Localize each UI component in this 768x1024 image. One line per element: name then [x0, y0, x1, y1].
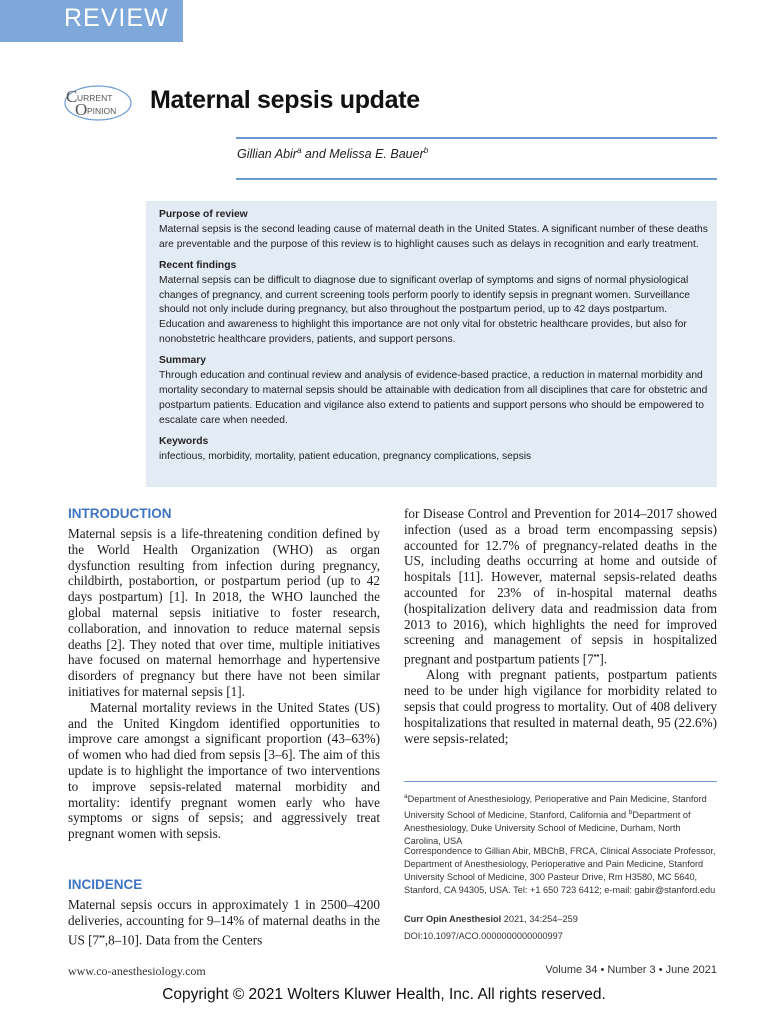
author-2: Melissa E. Bauer	[329, 147, 424, 162]
authors-rule	[236, 178, 717, 180]
logo-line2: PINION	[87, 106, 117, 116]
author-1: Gillian Abir	[237, 147, 297, 162]
logo-line1: URRENT	[77, 93, 113, 103]
correspondence: Correspondence to Gillian Abir, MBChB, FRCA, Clinical Associate Professor, Department of Anesthesiology, Perioperative and Pain Medicine, Stanford University School of Medicine, 300 Pasteur Drive, Rm H3580, MC 5640, Stanford, CA 94305, USA. Tel: +1 650 723 6412; e-mail: gabir@stanford.edu	[404, 846, 716, 895]
title-rule	[236, 137, 717, 139]
copyright-notice: Copyright © 2021 Wolters Kluwer Health, Inc. All rights reserved.	[162, 986, 606, 1003]
right-paragraph-2: Along with pregnant patients, postpartum patients need to be under high vigilance for morbidity related to sepsis that could progress to mortality. Out of 408 delivery hospitalizations that resulted in maternal death, 95 (22.6%) were sepsis-related;	[404, 667, 717, 746]
summary-heading: Summary	[159, 355, 206, 367]
intro-paragraph-1: Maternal sepsis is a life-threatening condition defined by the World Health Organization (WHO) as organ dysfunction resulting from infection during pregnancy, childbirth, postabortion, or postpartum period (up to 42 days postpartum) [1]. In 2018, the WHO launched the global maternal sepsis initiative to foster research, collaboration, and innovation to reduce maternal sepsis deaths [2]. They noted that over time, multiple initiatives have focused on maternal hemorrhage and hypertensive disorders of pregnancy but there have not been similar initiatives for maternal sepsis [1].	[68, 526, 380, 699]
right-column	[404, 506, 717, 746]
left-column-intro	[68, 526, 380, 842]
author-2-affil: b	[423, 146, 429, 155]
abstract-box	[146, 201, 717, 487]
summary-text: Through education and continual review and analysis of evidence-based practice, a reduction in maternal morbidity and mortality secondary to maternal sepsis should be attainable with dedication from all disciplines that care for obstetric and postpartum patients. Education and vigilance also extend to patients and support persons who should be empowered to escalate care when needed.	[159, 370, 708, 426]
right-paragraph-1: for Disease Control and Prevention for 2014–2017 showed infection (used as a broad term encompassing sepsis) accounted for 12.7% of pregnancy-related deaths in the US, including deaths occurring at home and outside of hospitals [11]. However, maternal sepsis-related deaths accounted for 23% of in-hospital maternal deaths (hospitalization delivery data and readmission data from 2013 to 2016), which highlights the need for improved screening and management of sepsis in hospitalized pregnant and postpartum patients [7▪▪].	[404, 506, 717, 667]
journal-url[interactable]: www.co-anesthesiology.com	[68, 964, 206, 978]
current-opinion-logo	[63, 84, 133, 122]
footnote-rule	[404, 781, 717, 782]
affiliations: $^a$Department of Anesthesiology, Perioperative and Pain Medicine, Stanford University School of Medicine, Stanford, California and $^b$Department of Anesthesiology, Duke University School of Medicine, Durham, North Carolina, USA	[404, 793, 707, 847]
section-tab-label: REVIEW	[64, 4, 169, 32]
findings-heading: Recent findings	[159, 259, 237, 271]
author-list	[237, 146, 428, 161]
logo-letter-o: O	[75, 100, 88, 119]
logo-letter-c: C	[66, 87, 78, 106]
incidence-paragraph-1: Maternal sepsis occurs in approximately 1 in 2500–4200 deliveries, accounting for 9–14% of maternal deaths in the US [7▪▪,8–10]. Data from the Centers	[68, 897, 380, 947]
issue-info: Volume 34 • Number 3 • June 2021	[545, 964, 717, 976]
keywords-heading: Keywords	[159, 435, 209, 447]
author-sep: and	[301, 147, 330, 162]
keywords-text: infectious, morbidity, mortality, patient education, pregnancy complications, sepsis	[159, 450, 532, 462]
journal-citation: Curr Opin Anesthesiol 2021, 34:254–259	[404, 914, 578, 924]
article-title: Maternal sepsis update	[150, 86, 420, 114]
left-column-incidence	[68, 897, 380, 948]
introduction-heading: INTRODUCTION	[68, 506, 172, 521]
section-tab	[0, 0, 183, 42]
author-1-affil: a	[296, 146, 302, 155]
journal-name: Curr Opin Anesthesiol	[404, 914, 502, 924]
incidence-heading: INCIDENCE	[68, 877, 143, 892]
doi: DOI:10.1097/ACO.0000000000000997	[404, 931, 563, 941]
intro-paragraph-2: Maternal mortality reviews in the United States (US) and the United Kingdom identified opportunities to improve care amongst a significant proportion (43–63%) of women who had died from sepsis [3–6]. The aim of this update is to highlight the importance of two interventions to improve sepsis-related maternal morbidity and mortality: identify pregnant women early who have symptoms or signs of sepsis; and aggressively treat pregnant women with sepsis.	[68, 699, 380, 842]
purpose-heading: Purpose of review	[159, 209, 248, 220]
findings-text: Maternal sepsis can be difficult to diagnose due to significant overlap of symptoms and signs of normal physiological changes of pregnancy, and current screening tools perform poorly to identify sepsis in pregnant women. Surveillance should not only include during pregnancy, but also throughout the postpartum period, up to 42 days postpartum. Education and awareness to highlight this importance are not only vital for obstetric healthcare provides, but also for nonobstetric healthcare providers, patients, and support persons.	[159, 274, 690, 346]
purpose-text: Maternal sepsis is the second leading cause of maternal death in the United States. A significant number of these deaths are preventable and the purpose of this review is to highlight causes such as delays in recognition and early treatment.	[159, 223, 708, 250]
